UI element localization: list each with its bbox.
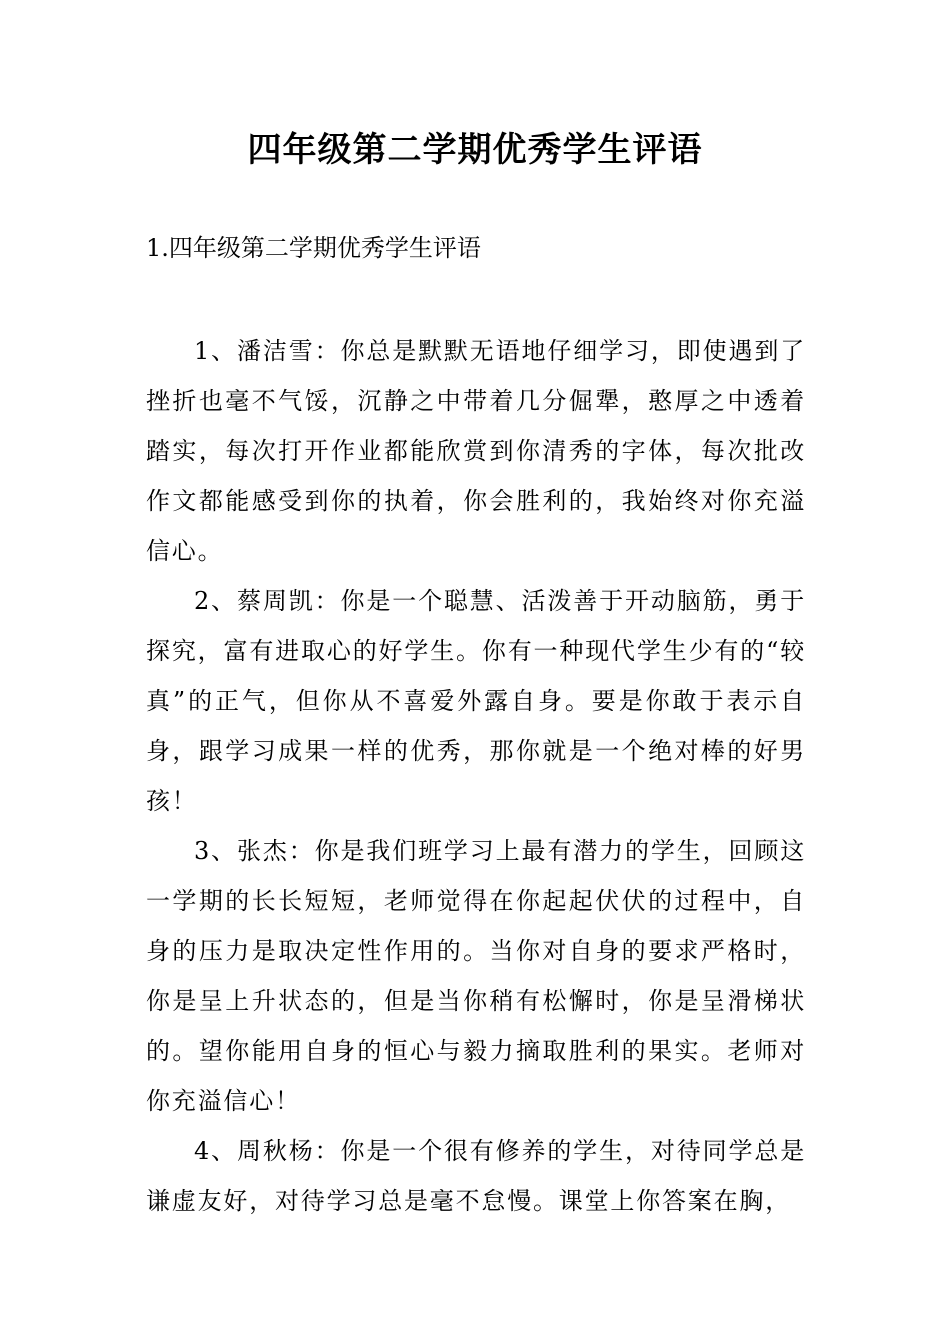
comment-paragraph-4: 4、周秋杨：你是一个很有修养的学生，对待同学总是谦虚友好，对待学习总是毫不怠慢。课堂上你答案在胸， <box>146 1137 806 1215</box>
section-heading: 1.四年级第二学期优秀学生评语 <box>146 234 481 262</box>
comment-paragraph-1: 1、潘洁雪：你总是默默无语地仔细学习，即使遇到了挫折也毫不气馁，沉静之中带着几分倔犟，憨厚之中透着踏实，每次打开作业都能欣赏到你清秀的字体，每次批改作文都能感受到你的执着，你会胜利的，我始终对你充溢信心。 <box>146 337 806 565</box>
comment-paragraph-3: 3、张杰：你是我们班学习上最有潜力的学生，回顾这一学期的长长短短，老师觉得在你起起伏伏的过程中，自身的压力是取决定性作用的。当你对自身的要求严格时，你是呈上升状态的，但是当你稍有松懈时，你是呈滑梯状的。望你能用自身的恒心与毅力摘取胜利的果实。老师对你充溢信心！ <box>146 837 806 1115</box>
document-title: 四年级第二学期优秀学生评语 <box>247 130 703 170</box>
comment-paragraph-2: 2、蔡周凯：你是一个聪慧、活泼善于开动脑筋，勇于探究，富有进取心的好学生。你有一种现代学生少有的“较真”的正气，但你从不喜爱外露自身。要是你敢于表示自身，跟学习成果一样的优秀，那你就是一个绝对棒的好男孩！ <box>146 587 806 815</box>
document-body <box>146 326 806 1226</box>
